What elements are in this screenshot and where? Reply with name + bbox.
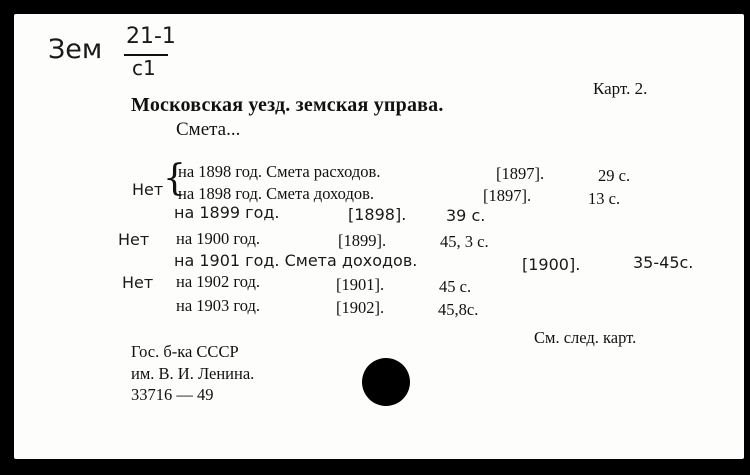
entry-pages: 45, 3 с. xyxy=(440,232,489,251)
library-dedication: им. В. И. Ленина. xyxy=(131,364,255,383)
brace-mark: { xyxy=(163,158,186,199)
entry-pages: 35-45с. xyxy=(633,253,694,272)
entry-pages: 45,8с. xyxy=(438,300,479,319)
entry-text: на 1900 год. xyxy=(176,229,261,248)
subheading: Смета... xyxy=(176,119,241,140)
entry-year: [1900]. xyxy=(522,255,581,274)
see-next-card-note: См. след. карт. xyxy=(534,328,637,347)
entry-text: на 1899 год. xyxy=(174,203,280,222)
entry-year: [1901]. xyxy=(336,275,385,294)
library-code: 33716 — 49 xyxy=(131,385,214,404)
entry-text: на 1902 год. xyxy=(176,272,261,291)
shelfmark-numerator: 21-1 xyxy=(126,24,176,49)
entry-note: Нет xyxy=(132,180,164,199)
heading: Московская уезд. земская управа. xyxy=(131,94,444,116)
entry-pages: 45 с. xyxy=(439,277,472,296)
entry-text: на 1901 год. Смета доходов. xyxy=(174,251,418,270)
card-number: Карт. 2. xyxy=(593,79,648,98)
entry-text: на 1898 год. Смета доходов. xyxy=(178,184,375,203)
entry-note: Нет xyxy=(122,273,154,292)
entry-pages: 39 с. xyxy=(446,206,486,225)
entry-year: [1902]. xyxy=(336,298,385,317)
entry-pages: 13 с. xyxy=(588,189,621,208)
entry-text: на 1903 год. xyxy=(176,296,261,315)
shelfmark-prefix: Зем xyxy=(48,34,103,65)
entry-year: [1897]. xyxy=(496,164,545,183)
entry-pages: 29 с. xyxy=(598,166,631,185)
entry-text: на 1898 год. Смета расходов. xyxy=(178,162,381,181)
entry-year: [1899]. xyxy=(338,231,387,250)
shelfmark-denominator: с1 xyxy=(132,56,156,80)
entry-note: Нет xyxy=(118,230,150,249)
entry-year: [1897]. xyxy=(483,186,532,205)
punch-hole xyxy=(362,358,410,406)
library-name: Гос. б-ка СССР xyxy=(131,342,239,361)
entry-year: [1898]. xyxy=(348,205,407,224)
